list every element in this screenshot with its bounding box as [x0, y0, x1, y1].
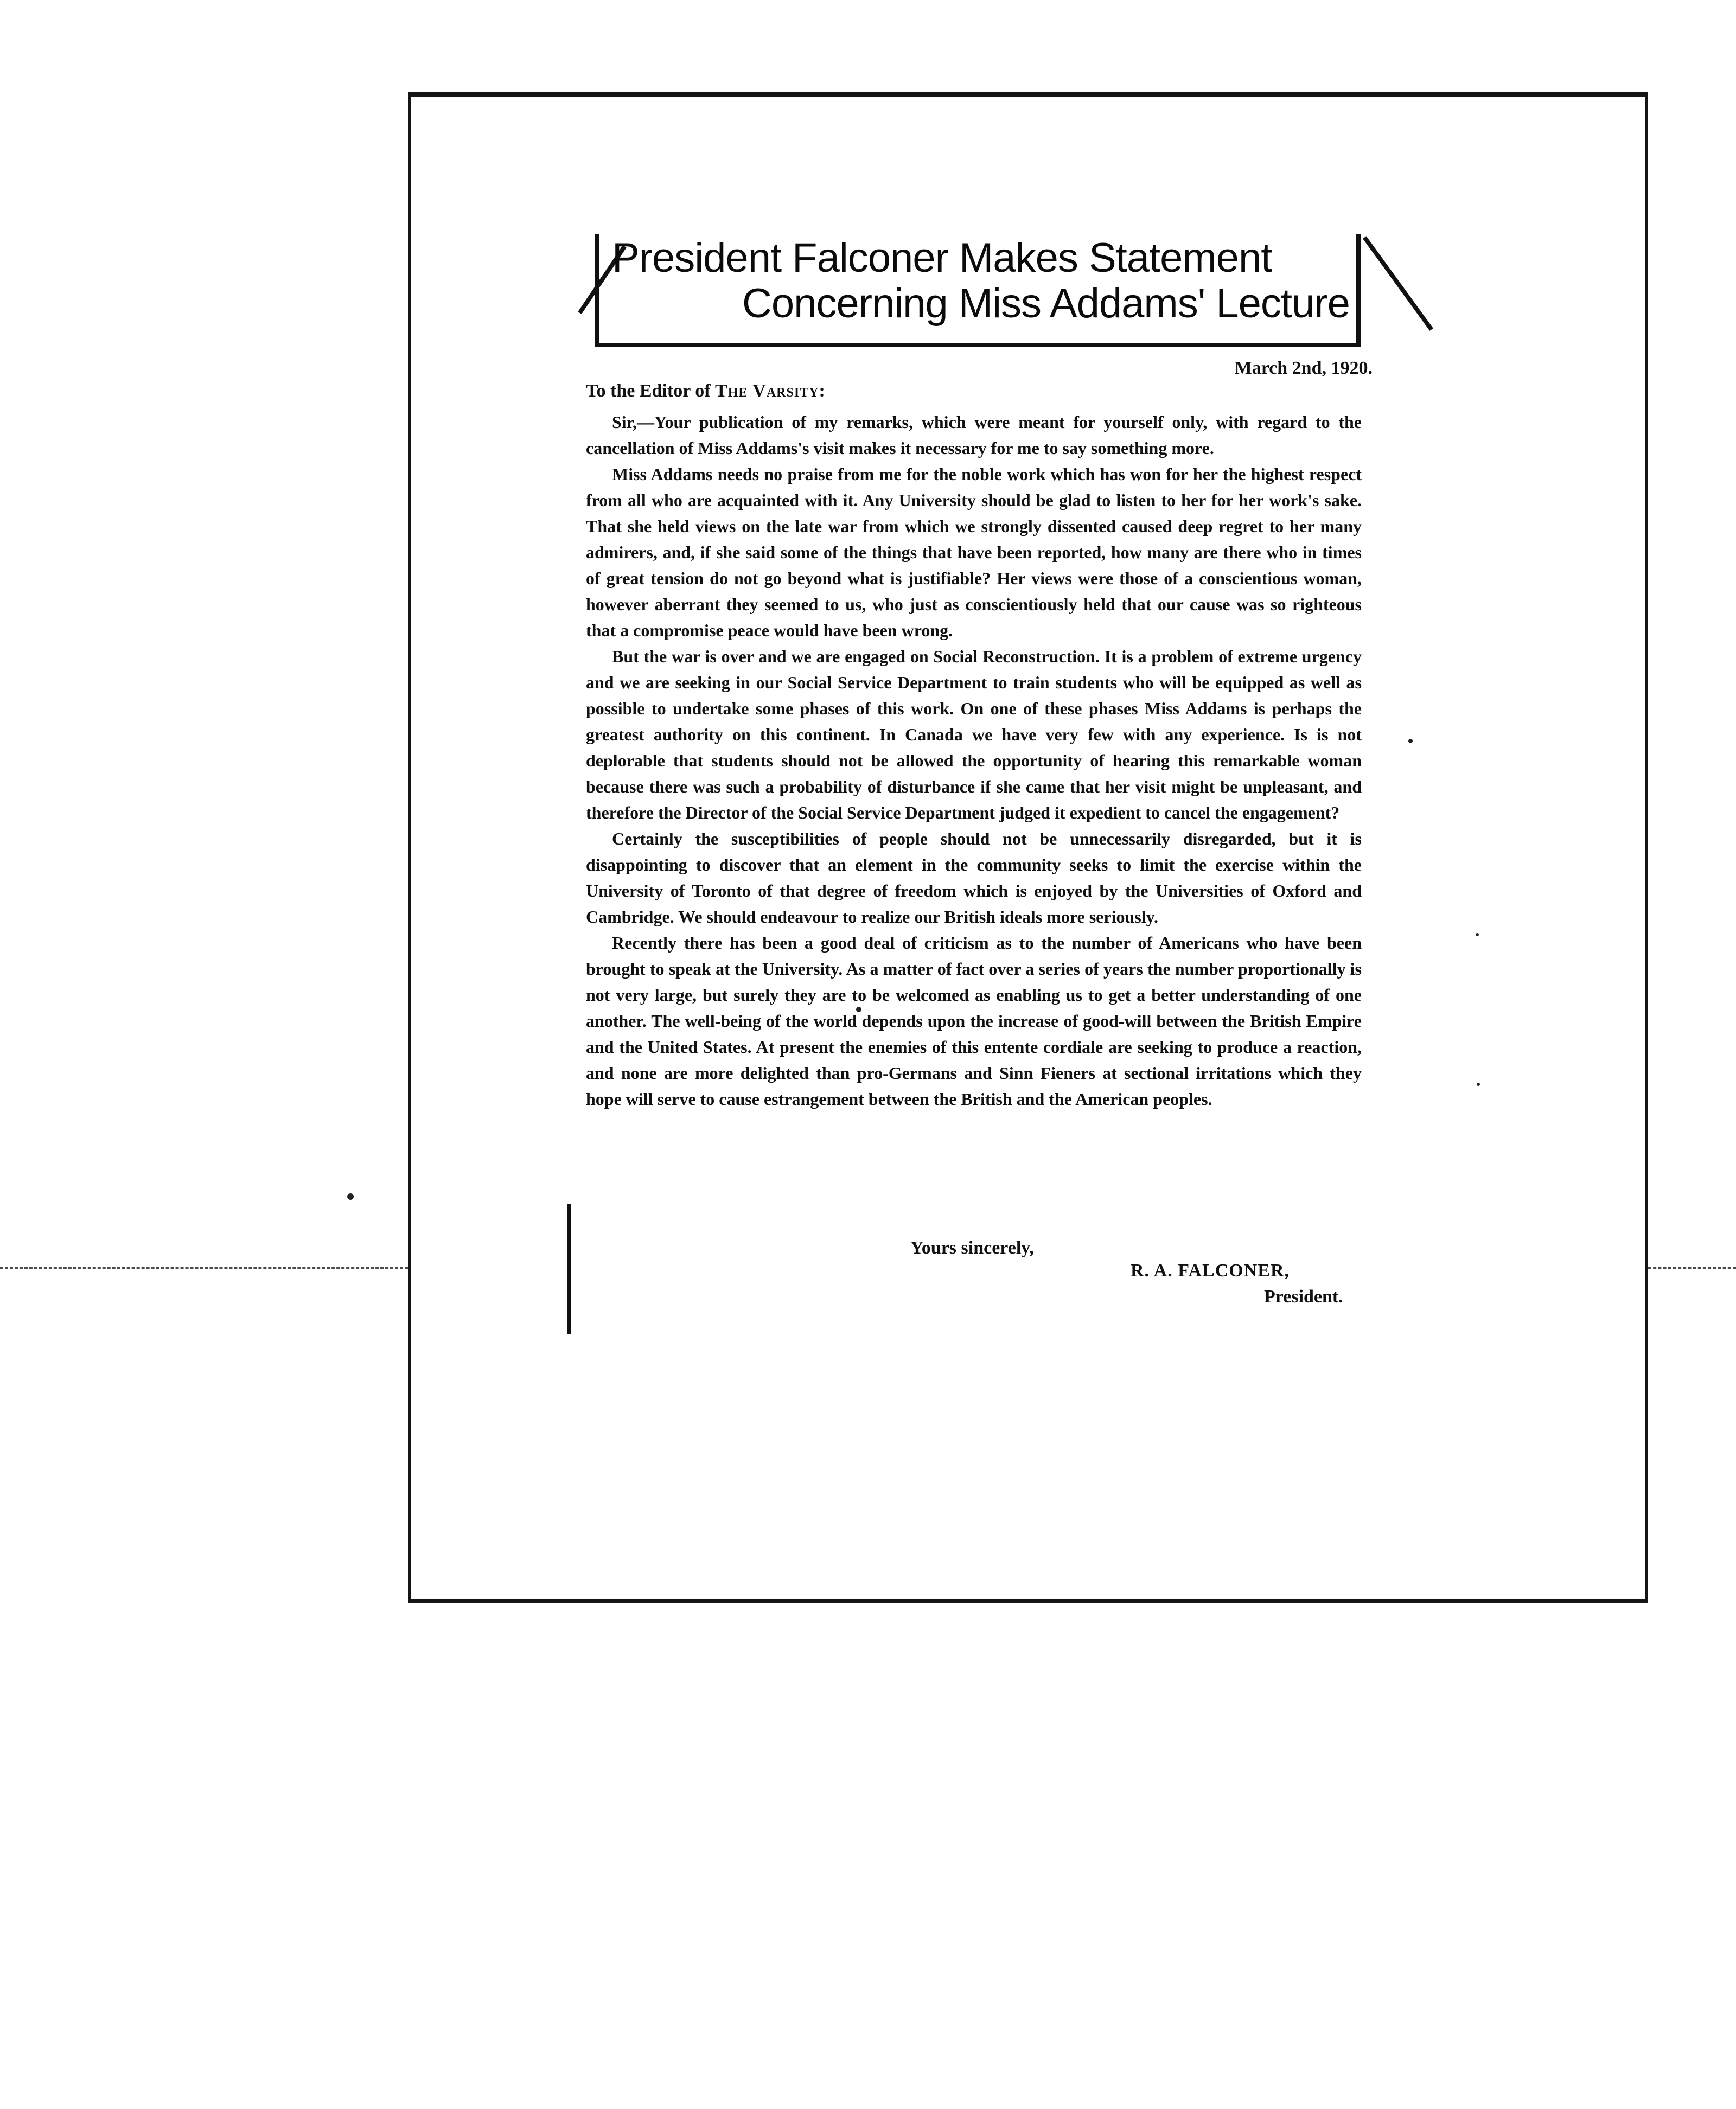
- scan-speck: [1477, 1083, 1480, 1086]
- signature: R. A. FALCONER,: [1131, 1261, 1290, 1281]
- fold-line-right: [1648, 1267, 1736, 1269]
- salutation: [586, 381, 825, 401]
- letter-paragraph: Recently there has been a good deal of criticism as to the number of Americans who have been brought to speak at the University. As a matter of fact over a series of years the number proportionally is not very large, but surely they are to be welcomed as enabling us to get a better understanding of one another. The well-being of the world depends upon the increase of good-will between the British Empire and the United States. At present the enemies of this entente cordiale are seeking to produce a reaction, and none are more delighted than pro-Germans and Sinn Fieners at sectional irritations which they hope will serve to cause estrangement between the British and the American peoples.: [586, 933, 1362, 1109]
- fold-line-left: [0, 1267, 408, 1269]
- letter-body: [586, 409, 1362, 1112]
- publication-name: The Varsity: [715, 381, 819, 401]
- signature-title: President.: [1264, 1287, 1343, 1307]
- scan-speck: [347, 1193, 354, 1200]
- letter-paragraph: Miss Addams needs no praise from me for the noble work which has won for her the highest respect from all who are acquainted with it. Any University should be glad to listen to her for her work's sake. That she held views on the late war from which we strongly dissented caused deep regret to her many admirers, and, if she said some of the things that have been reported, how many are there who in times of great tension do not go beyond what is justifiable? Her views were those of a conscientious woman, however aberrant they seemed to us, who just as conscientiously held that our cause was so righteous that a compromise peace would have been wrong.: [586, 464, 1362, 640]
- headline-line-1: President Falconer Makes Statement: [612, 235, 1272, 281]
- margin-rule: [567, 1204, 571, 1334]
- dateline: March 2nd, 1920.: [1234, 358, 1373, 378]
- salutation-prefix: To the Editor of: [586, 381, 716, 401]
- letter-paragraph: Certainly the susceptibilities of people should not be unnecessarily disregarded, but it is disappointing to discover that an element in the community seeks to limit the exercise within the University of Toronto of that degree of freedom which is enjoyed by the Universities of Oxford and Cambridge. We should endeavour to realize our British ideals more seriously.: [586, 829, 1362, 926]
- scan-speck: [1476, 933, 1479, 936]
- headline-line-2: Concerning Miss Addams' Lecture: [742, 280, 1350, 327]
- letter-paragraph: But the war is over and we are engaged on Social Reconstruction. It is a problem of extreme urgency and we are seeking in our Social Service Department to train students who will be equipped as well as possible to undertake some phases of this work. On one of these phases Miss Addams is perhaps the greatest authority on this continent. In Canada we have very few with any experience. Is is not deplorable that students should not be allowed the opportunity of hearing this remarkable woman because there was such a probability of disturbance if she came that her visit might be unpleasant, and therefore the Director of the Social Service Department judged it expedient to cancel the engagement?: [586, 647, 1362, 822]
- closing: Yours sincerely,: [910, 1238, 1034, 1258]
- letter-paragraph: Sir,—Your publication of my remarks, which were meant for yourself only, with regard to the cancellation of Miss Addams's visit makes it necessary for me to say something more.: [586, 412, 1362, 458]
- scan-speck: [1408, 739, 1413, 743]
- salutation-suffix: :: [819, 381, 825, 401]
